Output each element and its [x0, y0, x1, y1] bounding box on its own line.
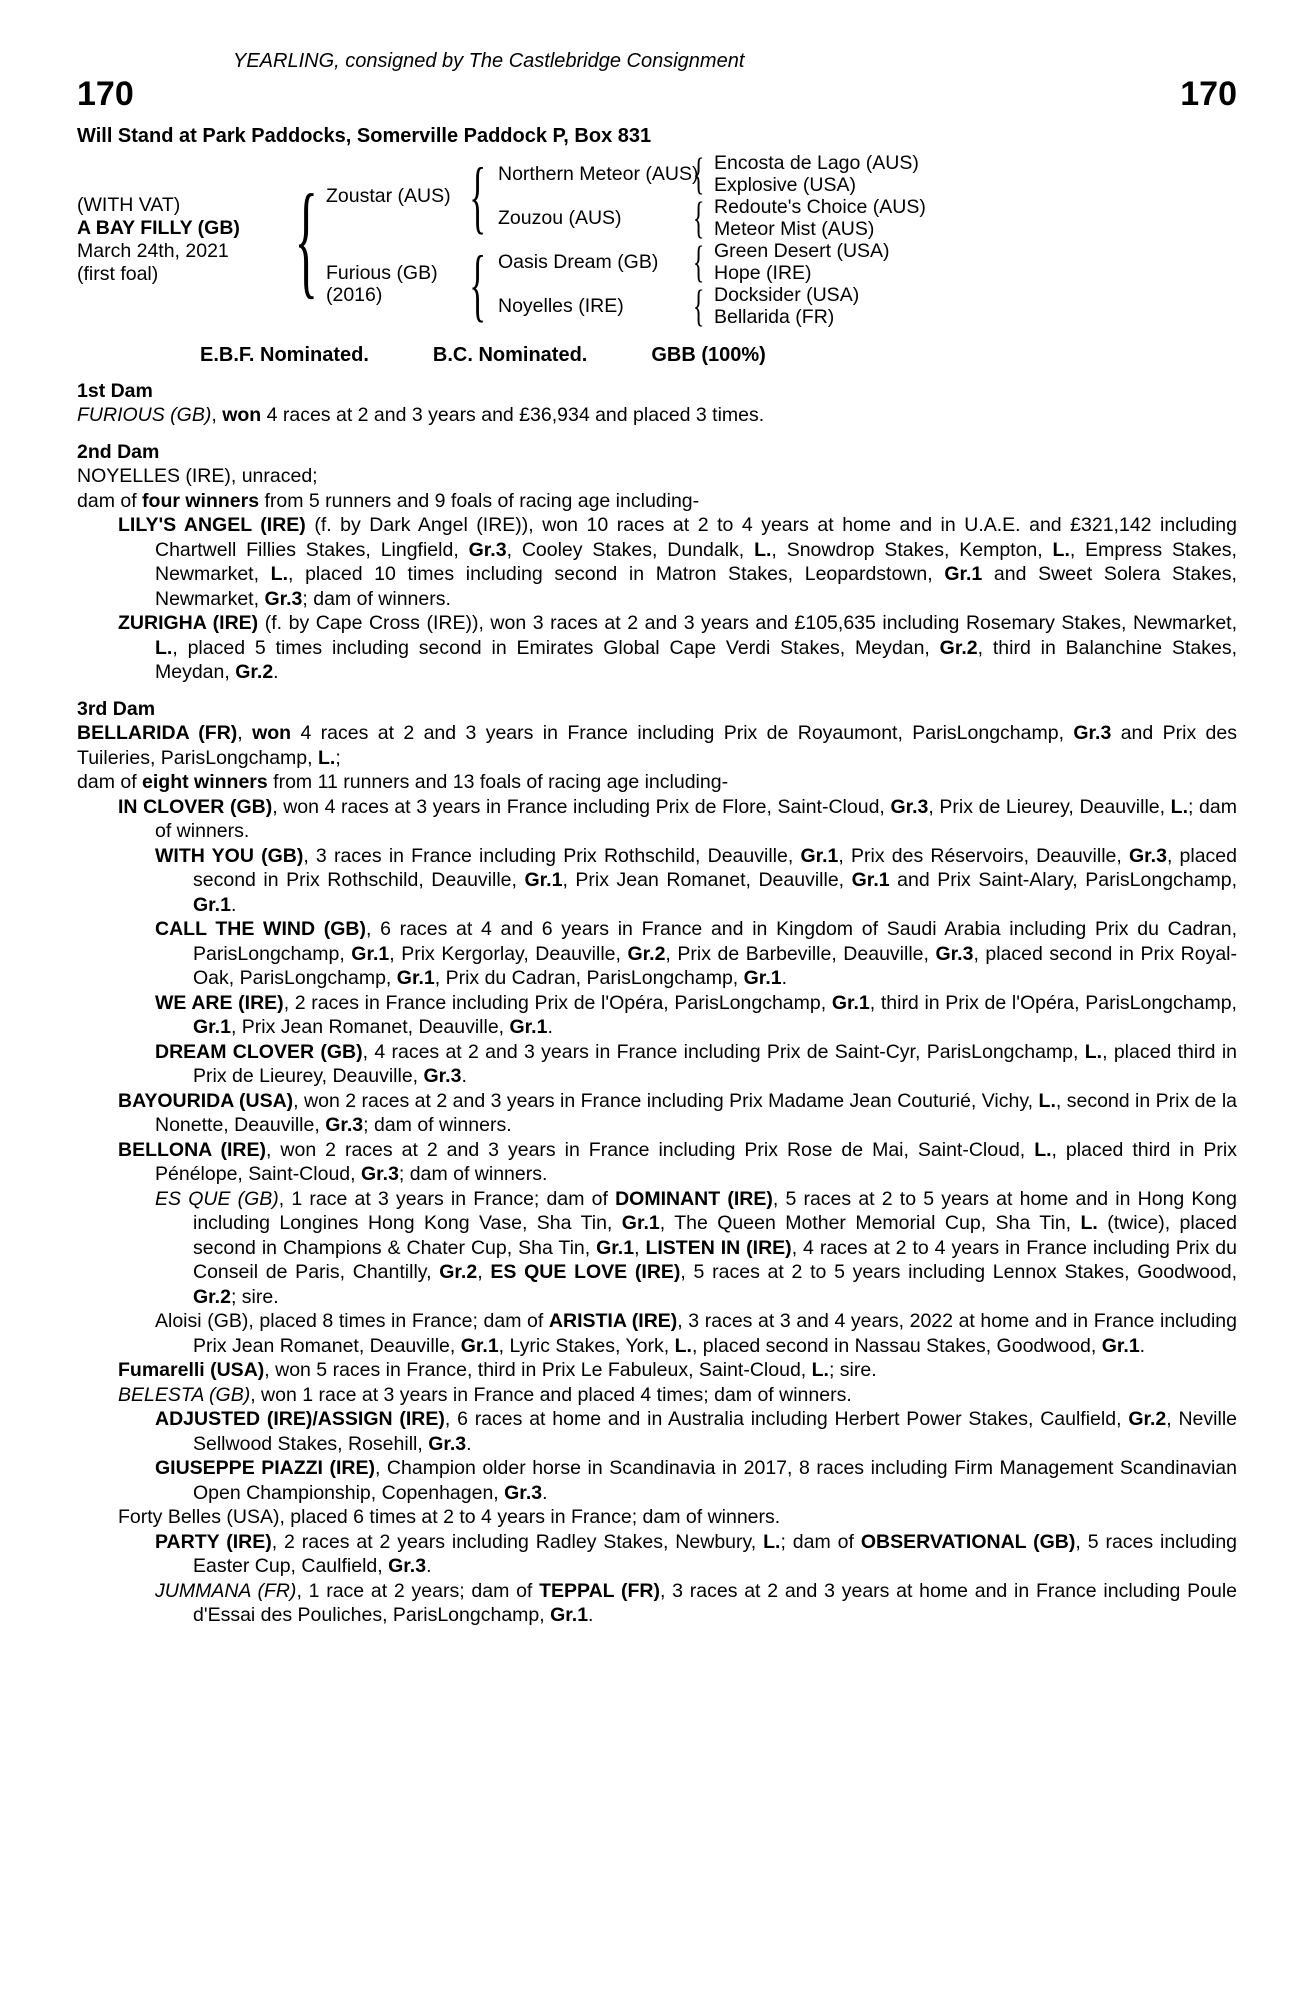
- text-run: ; dam of: [780, 1530, 861, 1553]
- text-run: , Empress Stakes, Newmarket,: [155, 538, 1237, 586]
- gen2-branch: [490, 236, 890, 286]
- pedigree-paragraph: [155, 1579, 1237, 1628]
- text-run: , 1 race at 2 years; dam of: [296, 1579, 540, 1602]
- text-run: , 6 races at home and in Australia including Herbert Power Stakes, Caulfield,: [444, 1408, 1129, 1431]
- pedigree-paragraph: [77, 464, 1237, 489]
- text-run: Gr.3: [325, 1114, 364, 1137]
- gen2-name: Noyelles (IRE): [498, 294, 624, 317]
- pedigree-paragraph: [155, 917, 1237, 991]
- text-run: Forty Belles (USA), placed 6 times at 2 to 4 years in France; dam of winners.: [118, 1506, 781, 1529]
- text-run: ;: [335, 746, 341, 769]
- text-run: Gr.1: [524, 869, 563, 892]
- text-run: Gr.3: [468, 538, 507, 561]
- text-run: .: [273, 661, 279, 684]
- text-run: , placed 10 times including second in Matron Stakes, Leopardstown,: [288, 563, 945, 586]
- text-run: , Prix Kergorlay, Deauville,: [389, 942, 628, 965]
- pedigree-paragraph: [77, 489, 1237, 514]
- text-run: BELESTA (GB): [118, 1383, 251, 1406]
- text-run: Gr.1: [396, 967, 435, 990]
- text-run: , placed 5 times including second in Emirates Global Cape Verdi Stakes, Meydan,: [172, 636, 940, 659]
- text-run: Gr.3: [1073, 722, 1112, 745]
- text-run: Gr.3: [264, 587, 303, 610]
- dam-name: [320, 262, 466, 306]
- text-run: Gr.3: [360, 1163, 399, 1186]
- text-run: from 11 runners and 13 foals of racing age including-: [267, 771, 729, 794]
- text-run: L.: [1052, 538, 1070, 561]
- gen3-dam: Hope (IRE): [714, 261, 812, 284]
- text-run: .: [588, 1604, 594, 1627]
- text-run: OBSERVATIONAL (GB): [860, 1530, 1076, 1553]
- text-run: ES QUE LOVE (IRE): [490, 1261, 681, 1284]
- text-run: .: [781, 967, 788, 990]
- text-run: L.: [1034, 1138, 1052, 1161]
- text-run: DOMINANT (IRE): [615, 1187, 773, 1210]
- text-run: , second in Prix de la Nonette, Deauville,: [155, 1089, 1237, 1137]
- text-run: Gr.1: [193, 1016, 231, 1039]
- text-run: BAYOURIDA (USA): [118, 1089, 294, 1112]
- text-run: ; dam of winners.: [398, 1163, 548, 1186]
- text-run: ; dam of winners.: [302, 587, 451, 610]
- gen3-pair: [708, 240, 890, 284]
- gen3-dam: Meteor Mist (AUS): [714, 217, 875, 240]
- text-run: L.: [754, 538, 772, 561]
- lot-number-row: [77, 77, 1237, 113]
- pedigree-paragraph: [77, 403, 1237, 428]
- text-run: dam of: [77, 771, 143, 794]
- text-run: ADJUSTED (IRE)/ASSIGN (IRE): [155, 1408, 445, 1431]
- text-run: Gr.2: [627, 942, 666, 965]
- text-run: L.: [1170, 795, 1189, 818]
- text-run: and Prix des Tuileries, ParisLongchamp,: [77, 722, 1238, 769]
- gen2-branch: [490, 148, 926, 198]
- text-run: , 1 race at 3 years in France; dam of: [278, 1187, 616, 1210]
- text-run: from 5 runners and 9 foals of racing age including-: [259, 489, 700, 512]
- gen3-sire: Docksider (USA): [714, 283, 860, 306]
- text-run: L.: [270, 563, 289, 586]
- text-run: Gr.1: [831, 991, 870, 1014]
- text-run: L.: [763, 1530, 781, 1553]
- text-run: BELLONA (IRE): [118, 1138, 266, 1161]
- text-run: Gr.3: [935, 942, 974, 965]
- text-run: CALL THE WIND (GB): [155, 918, 366, 941]
- text-run: .: [426, 1555, 432, 1578]
- text-run: 4 races at 2 and 3 years and £36,934 and placed 3 times.: [261, 404, 765, 427]
- text-run: L.: [1080, 1212, 1098, 1235]
- gbb-label: GBB (100%): [651, 343, 766, 366]
- text-run: Gr.1: [800, 844, 839, 867]
- text-run: , won 4 races at 3 years in France including Prix de Flore, Saint-Cloud,: [272, 795, 891, 818]
- text-run: Gr.1: [509, 1016, 548, 1039]
- text-run: Aloisi (GB), placed 8 times in France; dam of: [155, 1310, 549, 1333]
- text-run: Gr.3: [890, 795, 929, 818]
- pedigree-table: [77, 148, 1237, 330]
- text-run: , 3 races at 3 and 4 years, 2022 at home and in France including Prix Jean Romanet, Deauville,: [193, 1310, 1237, 1357]
- gen3-pair: [708, 196, 926, 240]
- text-run: , Prix du Cadran, ParisLongchamp,: [434, 967, 744, 990]
- text-run: Gr.2: [1128, 1408, 1167, 1431]
- text-run: , Snowdrop Stakes, Kempton,: [771, 538, 1053, 561]
- gen3-dam: Explosive (USA): [714, 173, 856, 196]
- text-run: , The Queen Mother Memorial Cup, Sha Tin,: [659, 1212, 1081, 1235]
- text-run: , 5 races at 2 to 5 years including Lennox Stakes, Goodwood,: [680, 1261, 1237, 1284]
- pedigree-paragraph: [118, 1089, 1237, 1138]
- pedigree-paragraph: [155, 1309, 1237, 1358]
- text-run: and Prix Saint-Alary, ParisLongchamp,: [889, 869, 1237, 892]
- text-run: Gr.2: [235, 661, 274, 684]
- text-run: dam of: [77, 489, 143, 512]
- text-run: Gr.3: [504, 1481, 543, 1504]
- text-run: , placed second in Prix Royal-Oak, ParisLongchamp,: [193, 942, 1237, 990]
- text-run: won: [222, 404, 262, 427]
- text-run: , Champion older horse in Scandinavia in 2017, 8 races including Firm Management Scandinavian Open Championship, Copenhagen,: [193, 1457, 1237, 1504]
- text-run: TEPPAL (FR): [539, 1579, 660, 1602]
- gen2-name: Oasis Dream (GB): [498, 250, 659, 273]
- text-run: , 5 races including Easter Cup, Caulfield,: [193, 1530, 1238, 1578]
- gen3-sire: Encosta de Lago (AUS): [714, 151, 919, 174]
- text-run: , Prix Jean Romanet, Deauville,: [230, 1016, 510, 1039]
- text-run: , 3 races in France including Prix Rothschild, Deauville,: [303, 844, 801, 867]
- text-run: JUMMANA (FR): [155, 1579, 297, 1602]
- ebf-nominated-label: E.B.F. Nominated.: [200, 343, 369, 366]
- text-run: FURIOUS (GB): [77, 404, 212, 427]
- dam-section-heading: 2nd Dam: [77, 440, 160, 463]
- pedigree-paragraph: [77, 721, 1237, 770]
- text-run: , third in Balanchine Stakes, Meydan,: [155, 636, 1237, 684]
- pedigree-paragraph: [118, 611, 1238, 685]
- lot-number-left: 170: [77, 75, 134, 113]
- text-run: , third in Prix de l'Opéra, ParisLongchamp,: [869, 991, 1237, 1014]
- text-run: 4 races at 2 and 3 years in France including Prix de Royaumont, ParisLongchamp,: [291, 722, 1074, 745]
- text-run: Gr.1: [851, 869, 890, 892]
- dam-parents-column: [490, 236, 890, 330]
- dam-name-line: Furious (GB): [326, 261, 438, 284]
- pedigree-paragraph: [155, 991, 1237, 1040]
- text-run: WITH YOU (GB): [155, 844, 304, 867]
- consignment-line: YEARLING, consigned by The Castlebridge Consignment: [233, 50, 745, 72]
- text-run: L.: [317, 746, 336, 769]
- text-run: Gr.3: [428, 1432, 467, 1455]
- text-run: PARTY (IRE): [155, 1530, 272, 1553]
- pedigree-paragraph: [118, 1358, 1237, 1383]
- text-run: Gr.1: [351, 942, 390, 965]
- text-run: ; sire.: [230, 1285, 279, 1308]
- gen2-name: Northern Meteor (AUS): [498, 162, 699, 185]
- text-run: BELLARIDA (FR): [77, 722, 238, 745]
- text-run: DREAM CLOVER (GB): [155, 1040, 363, 1063]
- brace-gen2-icon: {: [693, 192, 705, 242]
- text-run: L.: [674, 1334, 692, 1357]
- sire-name: Zoustar (AUS): [326, 184, 451, 207]
- text-run: Gr.2: [193, 1285, 231, 1308]
- text-run: four winners: [142, 489, 260, 512]
- text-run: Gr.1: [460, 1334, 499, 1357]
- text-run: Gr.2: [439, 1261, 478, 1284]
- text-run: Gr.1: [1101, 1334, 1140, 1357]
- text-run: , won 1 race at 3 years in France and placed 4 times; dam of winners.: [250, 1383, 852, 1406]
- pedigree-sections: [77, 379, 1237, 1628]
- text-run: NOYELLES (IRE), unraced;: [77, 465, 318, 488]
- text-run: LISTEN IN (IRE): [645, 1236, 792, 1259]
- text-run: IN CLOVER (GB): [118, 795, 273, 818]
- dam-section-heading: 3rd Dam: [77, 697, 156, 720]
- text-run: .: [1139, 1334, 1146, 1357]
- gen3-pair: [708, 284, 859, 328]
- text-run: L.: [811, 1359, 829, 1382]
- brace-dam-icon: {: [469, 237, 487, 329]
- text-run: ZURIGHA (IRE): [118, 612, 259, 635]
- text-run: , Neville Sellwood Stakes, Rosehill,: [193, 1408, 1237, 1455]
- text-run: .: [461, 1065, 467, 1088]
- text-run: ; dam of winners.: [363, 1114, 512, 1137]
- text-run: , 4 races at 2 and 3 years in France including Prix de Saint-Cyr, ParisLongchamp,: [362, 1040, 1085, 1063]
- text-run: .: [230, 893, 237, 916]
- bc-nominated-label: B.C. Nominated.: [432, 343, 588, 366]
- pedigree-paragraph: [77, 770, 1237, 795]
- text-run: , 3 races at 2 and 3 years at home and in France including Poule d'Essai des Pouliches, ParisLongchamp,: [193, 1579, 1237, 1627]
- dam-branch: [320, 236, 926, 330]
- text-run: ,: [237, 722, 253, 745]
- text-run: L.: [1038, 1089, 1056, 1112]
- gen3-sire: Redoute's Choice (AUS): [714, 195, 926, 218]
- gen2-branch: [490, 280, 890, 330]
- text-run: Gr.1: [621, 1212, 660, 1235]
- text-run: , won 5 races in France, third in Prix Le Fabuleux, Saint-Cloud,: [264, 1359, 812, 1382]
- dam-year-line: (2016): [326, 283, 383, 306]
- text-run: Gr.1: [550, 1604, 589, 1627]
- nominations-row: [200, 344, 1237, 367]
- text-run: , won 2 races at 2 and 3 years in France including Prix Rose de Mai, Saint-Cloud,: [266, 1138, 1035, 1161]
- pedigree-paragraph: [118, 1383, 1237, 1408]
- text-run: Gr.1: [596, 1236, 635, 1259]
- text-run: Gr.3: [1128, 844, 1167, 867]
- gen2-branch: [490, 192, 926, 242]
- text-run: (f. by Cape Cross (IRE)), won 3 races at 2 and 3 years and £105,635 including Rosemary Stakes, Newmarket,: [258, 612, 1238, 635]
- text-run: (f. by Dark Angel (IRE)), won 10 races at 2 to 4 years at home and in U.A.E. and £321,142 including Chartwell Fillies Stakes, Lingfield,: [155, 514, 1237, 561]
- text-run: , Lyric Stakes, York,: [498, 1334, 675, 1357]
- text-run: won: [252, 722, 292, 745]
- vat-note: (WITH VAT): [77, 193, 181, 216]
- sire-branch: [320, 148, 926, 242]
- text-run: Gr.1: [193, 893, 231, 916]
- gen3-pair: [708, 152, 919, 196]
- text-run: eight winners: [142, 771, 268, 794]
- text-run: , Prix des Réservoirs, Deauville,: [838, 844, 1129, 867]
- text-run: , 4 races at 2 to 4 years in France including Prix du Conseil de Paris, Chantilly,: [193, 1236, 1237, 1284]
- brace-gen1-icon: {: [294, 168, 318, 311]
- text-run: , Prix de Lieurey, Deauville,: [928, 795, 1171, 818]
- text-run: , 2 races in France including Prix de l'Opéra, ParisLongchamp,: [283, 991, 832, 1014]
- stand-location-line: Will Stand at Park Paddocks, Somerville Paddock P, Box 831: [77, 124, 652, 147]
- brace-sire-icon: {: [469, 149, 487, 241]
- sire-parents-column: [490, 148, 926, 242]
- text-run: , placed third in Prix Pénélope, Saint-Cloud,: [155, 1138, 1237, 1186]
- text-run: ; dam of winners.: [155, 795, 1237, 843]
- foal-note: (first foal): [77, 262, 159, 285]
- pedigree-paragraph: [155, 1530, 1238, 1579]
- gen2-name: Zouzou (AUS): [498, 206, 622, 229]
- text-run: , placed second in Nassau Stakes, Goodwood,: [691, 1334, 1102, 1357]
- text-run: L.: [1084, 1040, 1103, 1063]
- text-run: Gr.1: [944, 563, 983, 586]
- text-run: .: [466, 1432, 472, 1455]
- text-run: ,: [634, 1236, 646, 1259]
- brace-gen2-icon: {: [693, 236, 705, 286]
- text-run: , Cooley Stakes, Dundalk,: [506, 538, 755, 561]
- text-run: , Prix Jean Romanet, Deauville,: [562, 869, 852, 892]
- lot-number-right: 170: [1180, 75, 1237, 113]
- gen3-dam: Bellarida (FR): [714, 305, 835, 328]
- pedigree-paragraph: [155, 844, 1237, 918]
- text-run: LILY'S ANGEL (IRE): [118, 514, 306, 537]
- text-run: Fumarelli (USA): [118, 1359, 265, 1382]
- text-run: , placed second in Prix Rothschild, Deauville,: [193, 844, 1237, 892]
- brace-gen2-icon: {: [693, 148, 705, 198]
- text-run: , 6 races at 4 and 6 years in France and in Kingdom of Saudi Arabia including Prix du Cadran, ParisLongchamp,: [193, 918, 1237, 965]
- text-run: , 5 races at 2 to 5 years at home and in Hong Kong including Longines Hong Kong Vase, Sha Tin,: [193, 1187, 1237, 1235]
- text-run: GIUSEPPE PIAZZI (IRE): [155, 1457, 375, 1480]
- text-run: Gr.3: [423, 1065, 462, 1088]
- pedigree-paragraph: [118, 1505, 1237, 1530]
- pedigree-paragraph: [155, 1040, 1238, 1089]
- text-run: ,: [211, 404, 223, 427]
- gen1-column: [320, 148, 926, 330]
- text-run: , placed third in Prix de Lieurey, Deauville,: [193, 1040, 1238, 1088]
- foal-date: March 24th, 2021: [77, 239, 229, 262]
- text-run: WE ARE (IRE): [155, 991, 284, 1014]
- brace-gen2-icon: {: [693, 280, 705, 330]
- text-run: .: [542, 1481, 548, 1504]
- text-run: ; sire.: [828, 1359, 877, 1382]
- pedigree-paragraph: [118, 795, 1237, 844]
- text-run: , Prix de Barbeville, Deauville,: [665, 942, 936, 965]
- text-run: Gr.2: [939, 636, 978, 659]
- pedigree-paragraph: [155, 1187, 1237, 1310]
- text-run: (twice), placed second in Champions & Chater Cup, Sha Tin,: [193, 1212, 1237, 1259]
- pedigree-paragraph: [155, 1407, 1237, 1456]
- text-run: , 2 races at 2 years including Radley Stakes, Newbury,: [271, 1530, 764, 1553]
- text-run: ARISTIA (IRE): [548, 1310, 678, 1333]
- text-run: Gr.3: [388, 1555, 427, 1578]
- text-run: .: [547, 1016, 553, 1039]
- dam-section-heading: 1st Dam: [77, 379, 153, 402]
- text-run: and Sweet Solera Stakes, Newmarket,: [155, 563, 1237, 610]
- filly-details: [77, 194, 292, 286]
- text-run: ES QUE (GB): [155, 1187, 279, 1210]
- filly-name: A BAY FILLY (GB): [77, 216, 240, 239]
- text-run: L.: [155, 636, 173, 659]
- gen3-sire: Green Desert (USA): [714, 239, 890, 262]
- pedigree-paragraph: [155, 1456, 1237, 1505]
- text-run: , won 2 races at 2 and 3 years in France including Prix Madame Jean Couturié, Vichy,: [293, 1089, 1039, 1112]
- pedigree-paragraph: [118, 1138, 1237, 1187]
- text-run: Gr.1: [743, 967, 782, 990]
- pedigree-paragraph: [118, 513, 1237, 611]
- text-run: ,: [477, 1261, 491, 1284]
